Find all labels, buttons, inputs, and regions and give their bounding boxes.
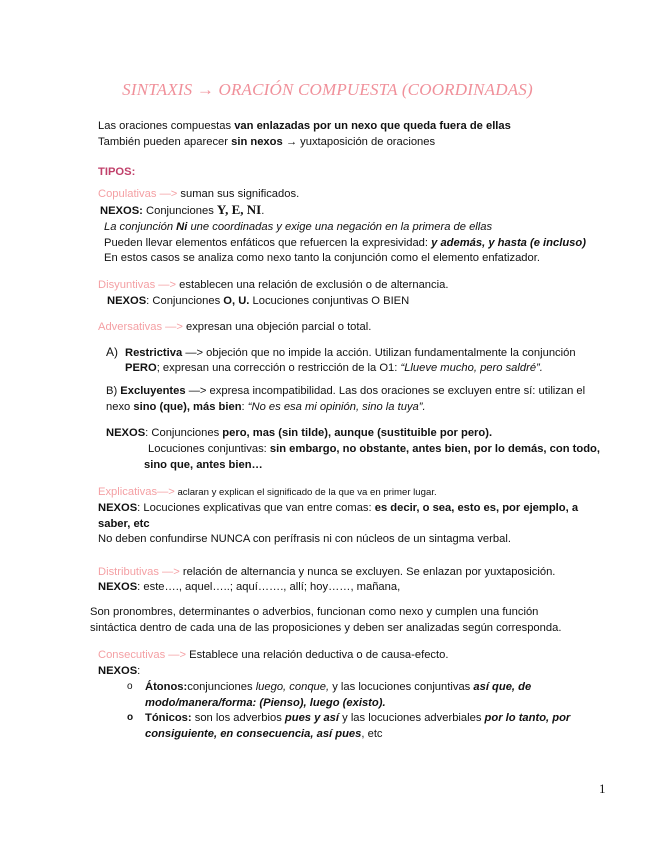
note-bold-italic: y además, y hasta (e incluso) [431, 237, 586, 249]
section-desc: establecen una relación de exclusión o de alternancia. [176, 279, 449, 291]
atonos-line [145, 680, 531, 694]
term-desc: nexo [106, 401, 134, 413]
nexos-text: . [261, 205, 265, 217]
tonicos-line [145, 711, 570, 725]
term-bold-italic: así que, de [473, 681, 532, 693]
disyuntivas-line [98, 278, 448, 292]
nexos-text: : Conjunciones [146, 295, 224, 307]
note-text: une coordinadas y exige una negación en la primera de ellas [187, 221, 493, 233]
section-desc: relación de alternancia y nunca se excluyen. Se enlazan por yuxtaposición. [179, 566, 556, 578]
nexos-bold: es decir, o sea, esto es, por ejemplo, a [374, 502, 579, 514]
section-desc: expresan una objeción parcial o total. [182, 321, 372, 333]
copulativas-nexos [100, 203, 264, 218]
copulativas-line [98, 187, 299, 201]
nexos-bold: Y, E, NI [216, 202, 262, 217]
term-desc: —> objeción que no impide la acción. Utilizan fundamentalmente la conjunción [182, 347, 576, 359]
term-bold-italic: pues y así [284, 712, 340, 724]
section-label: Disyuntivas —> [98, 279, 177, 291]
explicativas-nexos-2: saber, etc [98, 518, 150, 530]
nexos-text: Locuciones conjuntivas O BIEN [249, 295, 410, 307]
term-desc: , etc [361, 728, 383, 740]
term-desc: ; expresan una corrección o restricción de la O1: [156, 362, 401, 374]
section-label: Explicativas—> [98, 486, 175, 498]
nexos-label: NEXOS: [100, 205, 147, 217]
pronombres-line-2: sintáctica dentro de cada una de las proposiciones y deben ser analizadas según corresponda. [90, 622, 562, 634]
nexos-text: : este…., aquel…..; aquí……., allí; hoy……, mañana, [137, 581, 401, 593]
term-bold: sino (que), más bien [133, 401, 242, 413]
section-label: Adversativas —> [98, 321, 183, 333]
term-desc: conjunciones [187, 681, 256, 693]
term-bold: Tónicos: [145, 712, 192, 724]
excluyentes-line-2 [106, 400, 426, 414]
nexos-text: : Conjunciones [145, 427, 223, 439]
term-desc: —> expresa incompatibilidad. Las dos oraciones se excluyen entre sí: utilizan el [185, 385, 586, 397]
restrictiva-line-2 [125, 361, 543, 375]
list-marker-a: A) [106, 345, 118, 359]
section-desc: Establece una relación deductiva o de causa-efecto. [186, 649, 449, 661]
bullet-icon: o [127, 681, 133, 692]
term-desc: : [241, 401, 248, 413]
consecutivas-line [98, 648, 448, 662]
copulativas-ni-note [104, 220, 492, 234]
page-number: 1 [599, 781, 606, 796]
disyuntivas-nexos [107, 294, 409, 308]
term-bold: Átonos: [145, 681, 188, 693]
distributivas-nexos [98, 580, 400, 594]
nexos-text: Conjunciones [146, 205, 217, 217]
section-label: Distributivas —> [98, 566, 180, 578]
section-label: Copulativas —> [98, 188, 178, 200]
explicativas-nexos [98, 501, 578, 515]
list-marker-b: B) [106, 385, 121, 397]
nexos-label: NEXOS [106, 427, 146, 439]
note-text: Pueden llevar elementos enfáticos que refuercen la expresividad: [104, 237, 432, 249]
page-title: SINTAXIS → ORACIÓN COMPUESTA (COORDINADAS) [122, 80, 533, 99]
adversativas-line [98, 320, 371, 334]
intro-bold: sin nexos [231, 136, 283, 148]
intro-line-1 [98, 119, 511, 133]
intro-text: Las oraciones compuestas [98, 120, 235, 132]
nexos-bold: O, U. [223, 295, 250, 307]
intro-line-2 [98, 135, 435, 149]
intro-text: → yuxtaposición de oraciones [282, 136, 436, 148]
nexos-label: NEXOS [98, 581, 138, 593]
term-desc: y las locuciones conjuntivas [329, 681, 474, 693]
nexos-label: NEXOS [98, 665, 138, 677]
section-desc: aclaran y explican el significado de la que va en primer lugar. [174, 487, 437, 498]
term-bold-italic: por lo tanto, por [484, 712, 571, 724]
nexos-bold: sin embargo, no obstante, antes bien, por lo demás, con todo, [269, 443, 600, 455]
explicativas-line [98, 485, 437, 500]
tipos-heading: TIPOS: [98, 166, 136, 178]
excluyentes-line [106, 384, 585, 398]
term-desc: y las locuciones adverbiales [339, 712, 485, 724]
intro-bold: van enlazadas por un nexo que queda fuera de ellas [234, 120, 511, 132]
tonicos-line-2 [145, 727, 383, 741]
bullet-icon: o [127, 712, 134, 723]
note-text: La conjunción [104, 221, 177, 233]
section-desc: suman sus significados. [177, 188, 300, 200]
restrictiva-line [125, 346, 576, 360]
term-bold: Excluyentes [120, 385, 186, 397]
nexos-bold: pero, mas (sin tilde), aunque (sustituible por pero). [222, 427, 493, 439]
nexos-text: : Locuciones explicativas que van entre comas: [137, 502, 375, 514]
copulativas-enfaticos-2: En estos casos se analiza como nexo tanto la conjunción como el elemento enfatizador. [104, 252, 540, 264]
nexos-text: Locuciones conjuntivas: [148, 443, 270, 455]
term-bold: Restrictiva [125, 347, 183, 359]
example-italic: “No es esa mi opinión, sino la tuya”. [247, 401, 426, 413]
term-bold: PERO [125, 362, 157, 374]
term-italic: luego, conque, [255, 681, 330, 693]
term-bold-italic: consiguiente, en consecuencia, así pues [145, 728, 362, 740]
explicativas-note: No deben confundirse NUNCA con perífrasis ni con núcleos de un sintagma verbal. [98, 533, 511, 545]
term-desc: son los adverbios [191, 712, 285, 724]
nexos-label: NEXOS [107, 295, 147, 307]
adversativas-locuciones [148, 442, 600, 456]
intro-text: También pueden aparecer [98, 136, 232, 148]
section-label: Consecutivas —> [98, 649, 186, 661]
pronombres-line-1: Son pronombres, determinantes o adverbios, funcionan como nexo y cumplen una función [90, 606, 539, 618]
nexos-label: NEXOS [98, 502, 138, 514]
note-bold: Ni [176, 221, 188, 233]
consecutivas-nexos [98, 664, 140, 678]
nexos-text: : [137, 665, 141, 677]
example-italic: “Llueve mucho, pero saldré”. [400, 362, 543, 374]
copulativas-enfaticos [104, 236, 586, 250]
distributivas-line [98, 565, 555, 579]
adversativas-locuciones-2: sino que, antes bien… [144, 459, 263, 471]
atonos-line-2: modo/manera/forma: (Pienso), luego (existo). [145, 697, 386, 709]
adversativas-nexos [106, 426, 492, 440]
